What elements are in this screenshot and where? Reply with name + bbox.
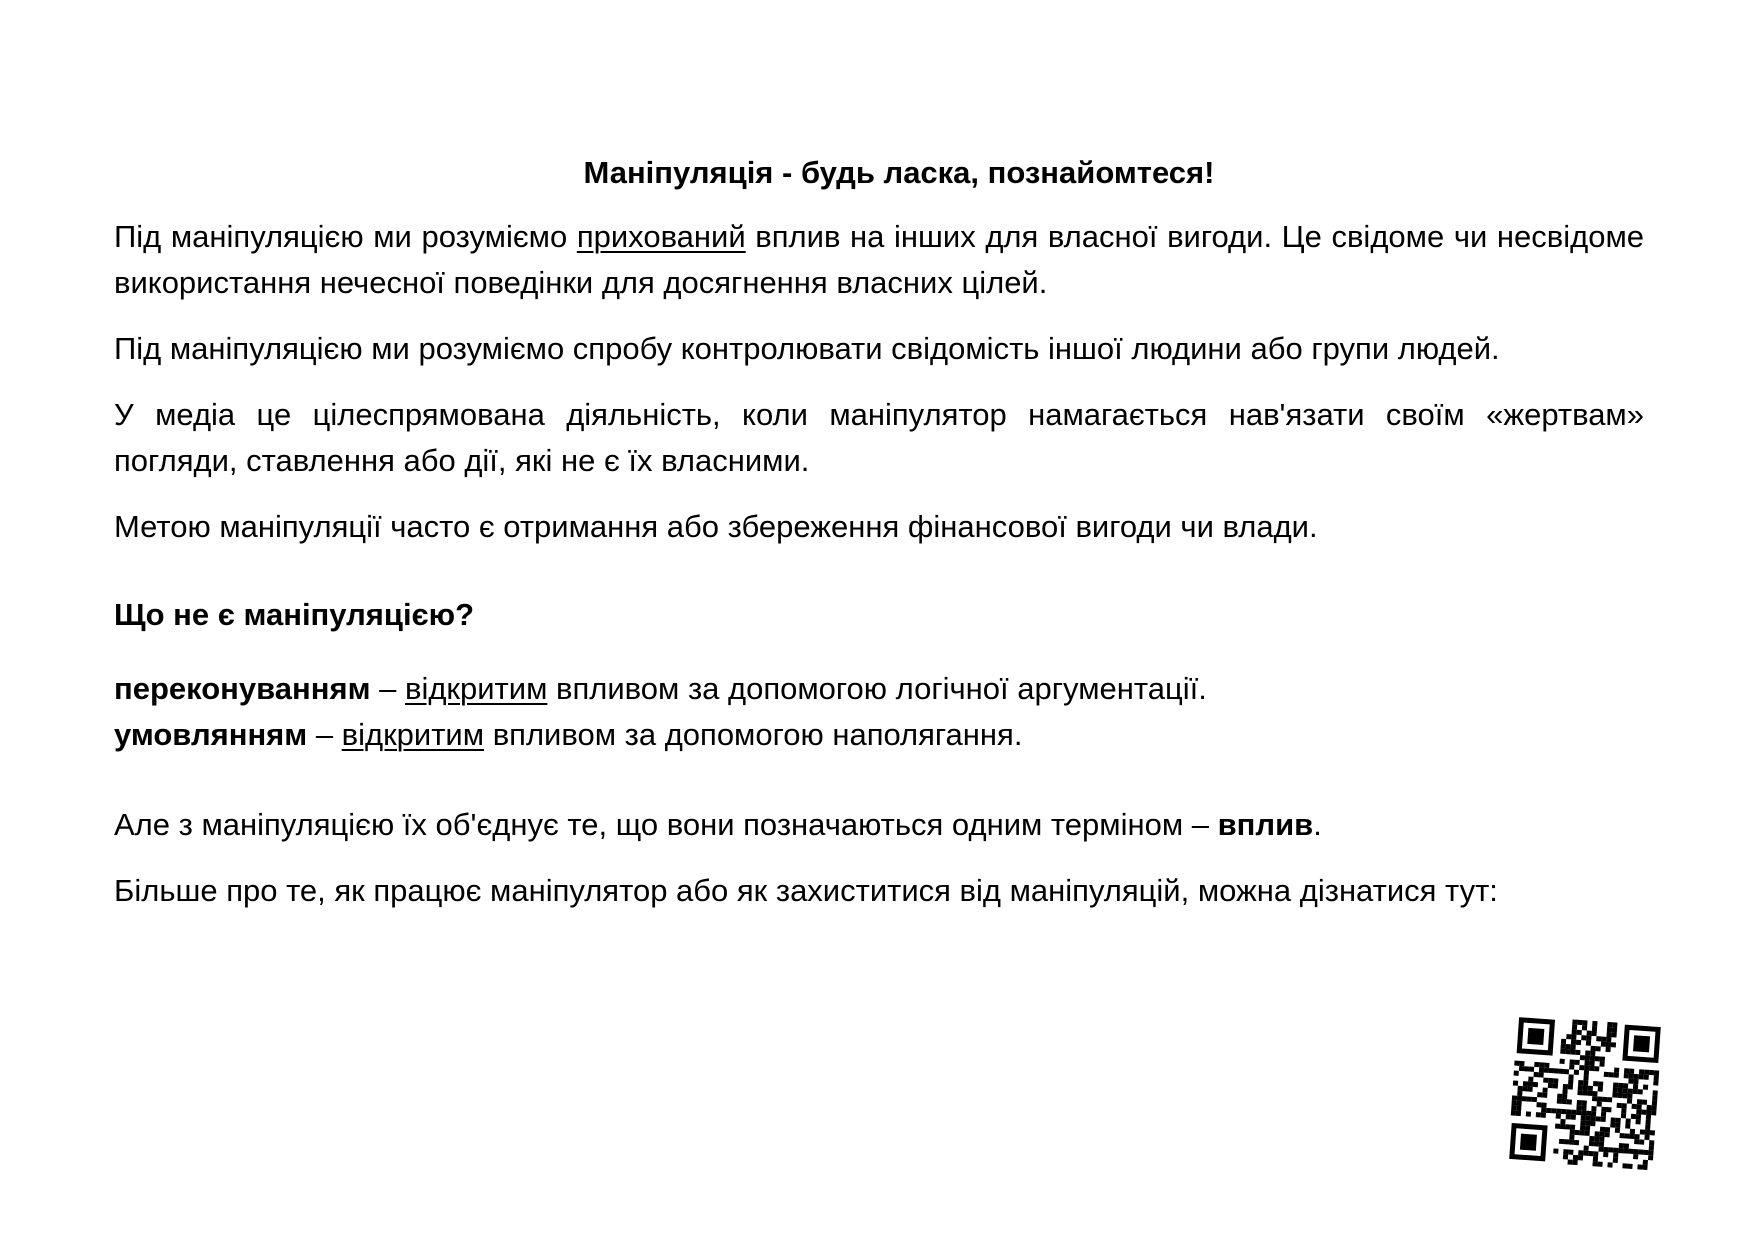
section-heading: Що не є маніпуляцією? (114, 597, 475, 632)
page-title: Маніпуляція - будь ласка, познайомтеся! (583, 155, 1215, 190)
qr-code-icon[interactable] (1505, 1013, 1665, 1173)
conclusion-start: Але з маніпуляцією їх об'єднує те, що вони позначаються одним терміном – (114, 807, 1218, 842)
paragraph-definition-start: Під маніпуляцією ми розуміємо (114, 219, 577, 254)
underlined-hidden: прихований (576, 219, 746, 254)
definition-rest: впливом за допомогою наполягання. (484, 717, 1023, 752)
definition-rest: впливом за допомогою логічної аргументації. (547, 671, 1207, 706)
paragraph-definition (114, 214, 1644, 306)
definition-persuasion (114, 666, 1644, 712)
definition-underlined: відкритим (341, 717, 485, 752)
definition-term: умовлянням (114, 717, 308, 752)
paragraph-definition-end: вплив на інших для власної вигоди. Це свідоме чи несвідоме використання нечесної поведінки для досягнення власних цілей. (114, 219, 1644, 300)
definition-dash: – (370, 671, 405, 706)
definitions-list (114, 666, 1644, 758)
conclusion-term: вплив (1217, 807, 1314, 842)
definition-coaxing (114, 712, 1644, 758)
definition-term: переконуванням (114, 671, 371, 706)
paragraph-more-info: Більше про те, як працює маніпулятор або як захиститися від маніпуляцій, можна дізнатися тут: (114, 873, 1498, 908)
definition-underlined: відкритим (404, 671, 548, 706)
paragraph-goal: Метою маніпуляції часто є отримання або збереження фінансової вигоди чи влади. (114, 509, 1318, 544)
paragraph-control: Під маніпуляцією ми розуміємо спробу контролювати свідомість іншої людини або групи людей. (114, 331, 1500, 366)
conclusion-end: . (1313, 807, 1322, 842)
paragraph-media: У медіа це цілеспрямована діяльність, коли маніпулятор намагається нав'язати своїм «жертвам» погляди, ставлення або дії, які не є їх власними. (114, 397, 1644, 478)
document-content (114, 150, 1644, 934)
paragraph-conclusion (114, 802, 1644, 848)
definition-dash: – (307, 717, 342, 752)
